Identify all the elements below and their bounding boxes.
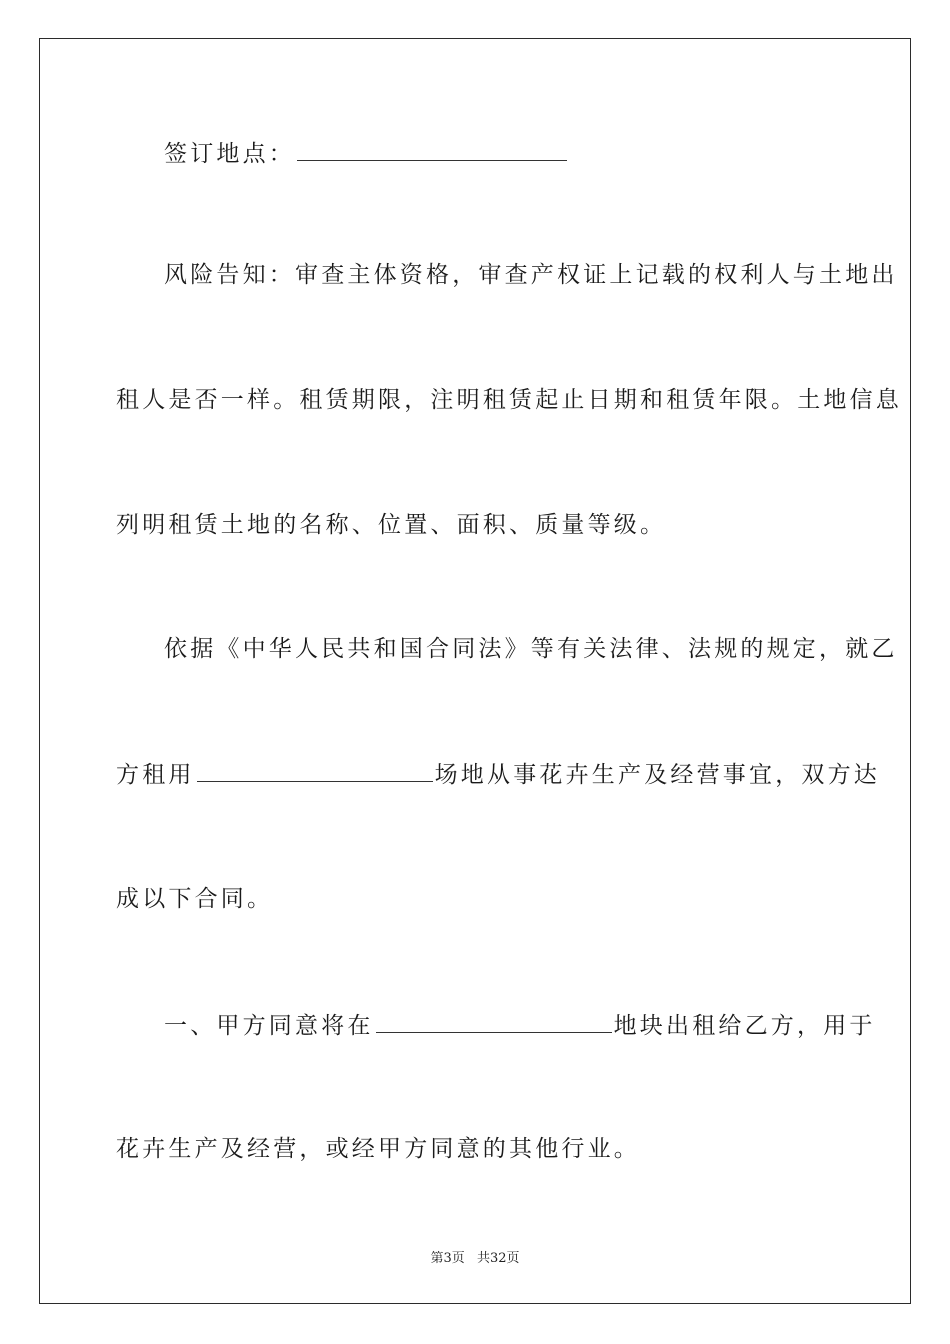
clause-1-line-1 bbox=[164, 1010, 876, 1041]
page-total: 共32页 bbox=[476, 1251, 520, 1266]
risk-notice-line-3: 列明租赁土地的名称、位置、面积、质量等级。 bbox=[116, 512, 667, 538]
legal-basis-line-2 bbox=[116, 759, 881, 790]
page-footer bbox=[0, 1247, 950, 1266]
signing-place-label: 签订地点： bbox=[164, 141, 295, 167]
rental-site-blank[interactable] bbox=[197, 759, 433, 782]
clause-1-line-2: 花卉生产及经营，或经甲方同意的其他行业。 bbox=[116, 1136, 640, 1162]
signing-place-blank[interactable] bbox=[297, 138, 567, 161]
risk-notice-line-1: 风险告知：审查主体资格，审查产权证上记载的权利人与土地出 bbox=[164, 262, 898, 288]
page-number: 第3页 bbox=[430, 1251, 465, 1266]
legal-basis-line-3: 成以下合同。 bbox=[116, 886, 274, 912]
clause-1-line-1-post: 地块出租给乙方，用于 bbox=[613, 1013, 876, 1039]
risk-notice-line-2: 租人是否一样。租赁期限，注明租赁起止日期和租赁年限。土地信息 bbox=[116, 387, 902, 413]
legal-basis-line-2-post: 场地从事花卉生产及经营事宜，双方达 bbox=[434, 762, 881, 788]
signing-place-line bbox=[164, 138, 836, 169]
land-plot-blank[interactable] bbox=[376, 1010, 612, 1033]
legal-basis-line-1: 依据《中华人民共和国合同法》等有关法律、法规的规定，就乙 bbox=[164, 636, 898, 662]
clause-1-line-1-pre: 一、甲方同意将在 bbox=[164, 1013, 374, 1039]
page-border bbox=[39, 38, 911, 1304]
legal-basis-line-2-pre: 方租用 bbox=[116, 762, 195, 788]
